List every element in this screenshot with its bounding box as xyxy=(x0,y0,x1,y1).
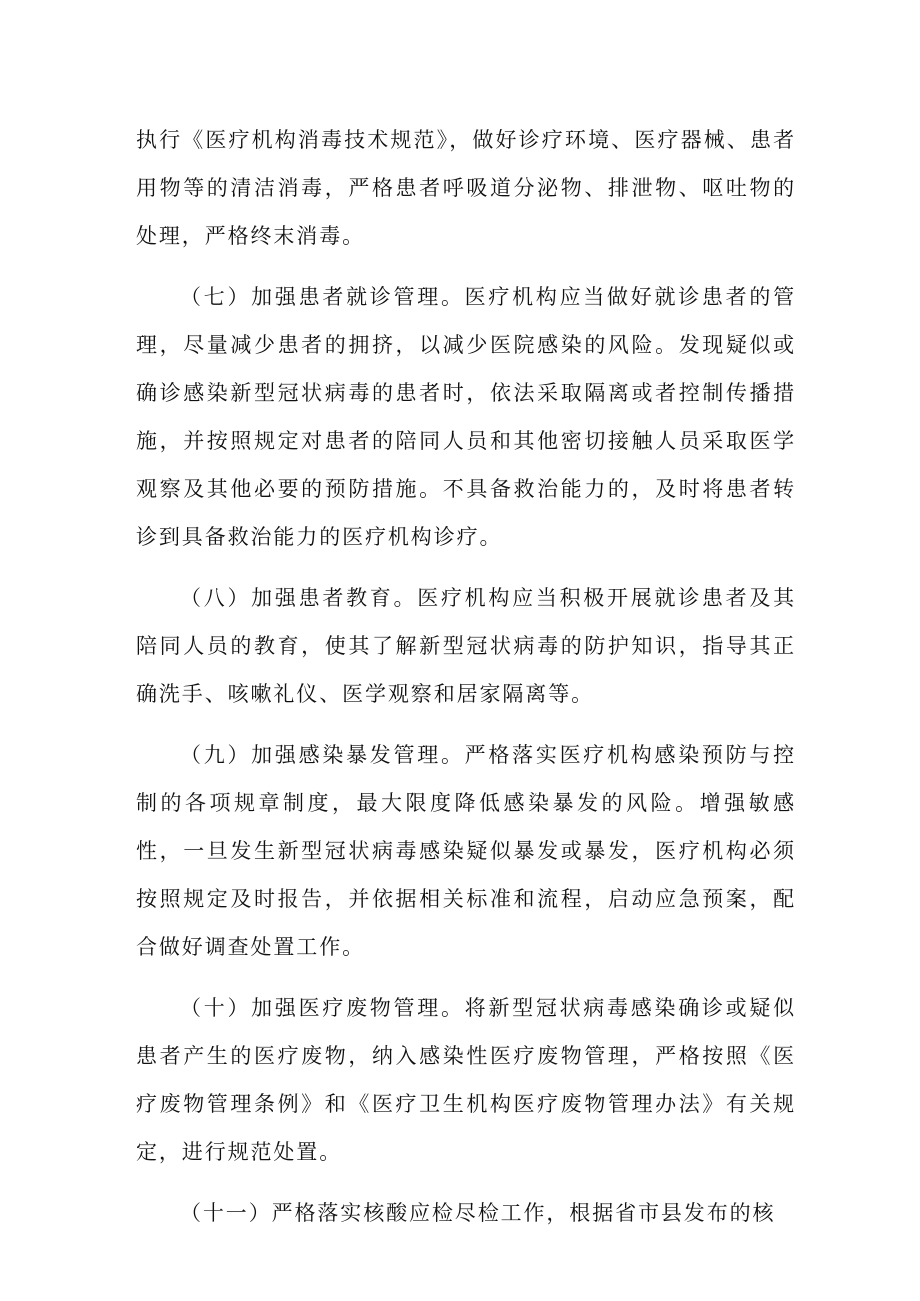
paragraph-patient-visit-management: （七）加强患者就诊管理。医疗机构应当做好就诊患者的管理，尽量减少患者的拥挤，以减少医院感染的风险。发现疑似或确诊感染新型冠状病毒的患者时，依法采取隔离或者控制传播措施，并按照规定对患者的陪同人员和其他密切接触人员采取医学观察及其他必要的预防措施。不具备救治能力的，及时将患者转诊到具备救治能力的医疗机构诊疗。 xyxy=(136,285,796,549)
paragraph-disinfection-continued: 执行《医疗机构消毒技术规范》，做好诊疗环境、医疗器械、患者用物等的清洁消毒，严格患者呼吸道分泌物、排泄物、呕吐物的处理，严格终末消毒。 xyxy=(136,128,796,248)
paragraph-patient-education: （八）加强患者教育。医疗机构应当积极开展就诊患者及其陪同人员的教育，使其了解新型冠状病毒的防护知识，指导其正确洗手、咳嗽礼仪、医学观察和居家隔离等。 xyxy=(136,586,796,706)
document-body xyxy=(136,116,796,1250)
paragraph-medical-waste-management: （十）加强医疗废物管理。将新型冠状病毒感染确诊或疑似患者产生的医疗废物，纳入感染性医疗废物管理，严格按照《医疗废物管理条例》和《医疗卫生机构医疗废物管理办法》有关规定，进行规范处置。 xyxy=(136,996,796,1164)
paragraph-nucleic-acid-testing: （十一）严格落实核酸应检尽检工作，根据省市县发布的核 xyxy=(180,1201,776,1225)
paragraph-outbreak-management: （九）加强感染暴发管理。严格落实医疗机构感染预防与控制的各项规章制度，最大限度降低感染暴发的风险。增强敏感性，一旦发生新型冠状病毒感染疑似暴发或暴发，医疗机构必须按照规定及时报告，并依据相关标准和流程，启动应急预案，配合做好调查处置工作。 xyxy=(136,743,796,959)
